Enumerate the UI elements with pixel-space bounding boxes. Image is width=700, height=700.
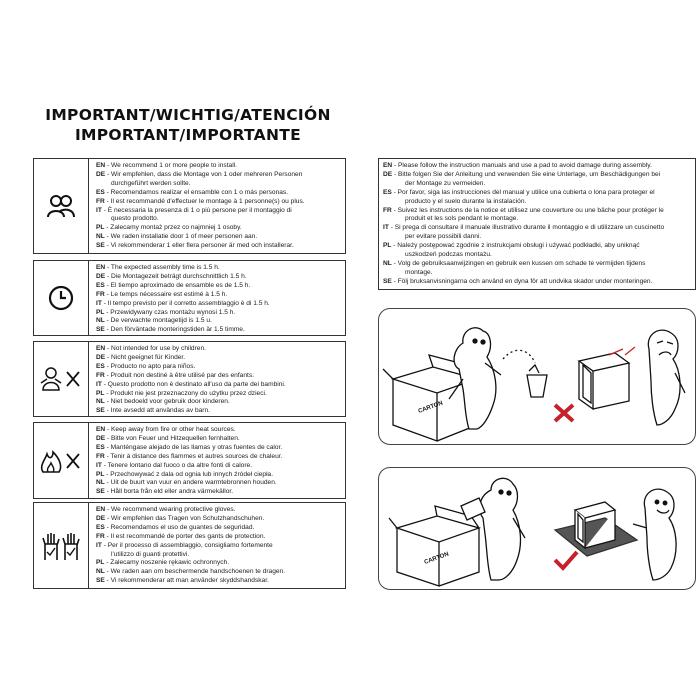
text-line bbox=[96, 363, 341, 372]
line-text: - Il est recommandé de porter des gants de protection. bbox=[104, 532, 266, 540]
text-line bbox=[96, 533, 341, 542]
line-text: - Recomendamos realizar el ensamble con 1 o más personas. bbox=[104, 188, 289, 196]
text-line bbox=[96, 198, 341, 207]
text-line bbox=[96, 326, 341, 335]
line-text: - El tiempo aproximado de ensamble es de 1.5 h. bbox=[104, 281, 251, 289]
language-code: PL bbox=[96, 470, 105, 478]
line-text: - Produit non destiné à être utilisé par des enfants. bbox=[104, 371, 254, 379]
text-line bbox=[96, 426, 341, 435]
language-code: IT bbox=[96, 206, 102, 214]
line-text: - Please follow the instruction manuals and use a pad to avoid damage during assembly. bbox=[392, 162, 652, 169]
language-code: DE bbox=[96, 514, 106, 522]
language-code: NL bbox=[96, 479, 105, 487]
text-line bbox=[96, 317, 341, 326]
section-gloves-text bbox=[96, 506, 341, 586]
line-text: - Die Montagezeit beträgt durchschnittlich 1.5 h. bbox=[105, 272, 247, 280]
line-text: - Si prega di consultare il manuale illustrativo durante il montaggio e di utilizzare un cuscinetto bbox=[388, 224, 665, 232]
line-text: - Manténgase alejado de las llamas y otras fuentes de calor. bbox=[104, 443, 283, 451]
line-text: - Recomendamos el uso de guantes de seguridad. bbox=[104, 523, 255, 531]
text-line bbox=[383, 215, 689, 224]
text-line bbox=[96, 568, 341, 577]
language-code: FR bbox=[96, 290, 105, 298]
line-text: - We recommend wearing protective gloves. bbox=[105, 506, 236, 513]
language-code: IT bbox=[383, 224, 389, 232]
text-line bbox=[96, 577, 341, 586]
text-line bbox=[383, 171, 689, 180]
line-text: - Den förväntade monteringstiden är 1.5 timme. bbox=[104, 326, 245, 334]
text-line bbox=[96, 559, 341, 568]
language-code: NL bbox=[96, 317, 105, 325]
line-text: - We raden installatie door 1 of meer personen aan. bbox=[104, 233, 258, 241]
language-code: FR bbox=[96, 532, 105, 540]
section-time bbox=[33, 260, 346, 336]
text-line bbox=[383, 162, 689, 171]
language-code: FR bbox=[96, 197, 105, 205]
text-line bbox=[383, 269, 689, 278]
text-line bbox=[96, 471, 341, 480]
language-code: NL bbox=[96, 398, 105, 406]
line-text: - Produkt nie jest przeznaczony do użytku przez dzieci. bbox=[104, 389, 267, 397]
line-text: - Tenir à distance des flammes et autres sources de chaleur. bbox=[104, 452, 283, 460]
line-text: - Zalecamy noszenie rękawic ochronnych. bbox=[104, 559, 230, 567]
language-code: DE bbox=[96, 434, 106, 442]
language-code: IT bbox=[96, 461, 102, 469]
text-line bbox=[96, 407, 341, 416]
language-code: ES bbox=[383, 188, 392, 196]
text-line bbox=[96, 291, 341, 300]
illustration-wrong bbox=[378, 308, 696, 445]
text-line bbox=[96, 224, 341, 233]
line-text: - Bitte von Feuer und Hitzequellen fernhalten. bbox=[105, 434, 240, 442]
line-text: - Il est recommandé d'effectuer le montage à 1 personne(s) ou plus. bbox=[104, 197, 305, 205]
line-text: - The expected assembly time is 1.5 h. bbox=[105, 264, 220, 271]
language-code: DE bbox=[96, 170, 106, 178]
assembly-notice-text bbox=[383, 162, 689, 287]
line-text: - Przewidywany czas montażu wynosi 1.5 h. bbox=[104, 308, 236, 316]
text-line bbox=[96, 488, 341, 497]
line-text: questo prodotto. bbox=[111, 215, 159, 223]
language-code: PL bbox=[96, 389, 105, 397]
language-code: SE bbox=[96, 326, 105, 334]
line-text: - Należy postępować zgodnie z instrukcjami obsługi i używać podkładki, aby uniknąć bbox=[391, 242, 640, 250]
text-line bbox=[96, 453, 341, 462]
text-line bbox=[96, 506, 341, 515]
assembly-notice bbox=[378, 158, 696, 290]
language-code: PL bbox=[383, 242, 392, 250]
text-line bbox=[96, 390, 341, 399]
text-line bbox=[96, 398, 341, 407]
text-line bbox=[383, 198, 689, 207]
text-line bbox=[96, 444, 341, 453]
language-code: SE bbox=[96, 577, 105, 585]
language-code: NL bbox=[383, 259, 392, 267]
line-text: producto y el suelo durante la instalación. bbox=[405, 197, 527, 205]
line-text: l'utilizzo di guanti protettivi. bbox=[111, 550, 190, 558]
language-code: DE bbox=[383, 170, 393, 178]
section-people bbox=[33, 158, 346, 254]
line-text: - Il tempo previsto per il corretto assemblaggio è di 1.5 h. bbox=[101, 299, 270, 307]
text-line bbox=[383, 207, 689, 216]
line-text: - Suivez les instructions de la notice et utilisez une couverture ou une bâche pour protéger le bbox=[391, 206, 664, 214]
language-code: EN bbox=[96, 264, 106, 271]
section-people-text bbox=[96, 162, 341, 251]
line-text: - Wir empfehlen das Tragen von Schutzhandschuhen. bbox=[105, 514, 265, 522]
line-text: - We raden aan om beschermende handschoenen te dragen. bbox=[104, 568, 286, 576]
text-line bbox=[383, 251, 689, 260]
language-code: NL bbox=[96, 233, 105, 241]
text-line bbox=[96, 542, 341, 551]
text-line bbox=[383, 233, 689, 242]
line-text: - È necessaria la presenza di 1 o più persone per il montaggio di bbox=[101, 206, 292, 214]
line-text: - Por favor, siga las instrucciones del manual y utilice una cubierta o lona para proteger el bbox=[391, 188, 655, 196]
text-line bbox=[96, 345, 341, 354]
line-text: montage. bbox=[405, 268, 433, 276]
text-line bbox=[96, 282, 341, 291]
line-text: - Keep away from fire or other heat sources. bbox=[105, 426, 236, 433]
text-line bbox=[96, 273, 341, 282]
line-text: per evitare possibili danni. bbox=[405, 233, 482, 241]
language-code: ES bbox=[96, 362, 105, 370]
language-code: NL bbox=[96, 568, 105, 576]
line-text: - Per il processo di assemblaggio, consigliamo fortemente bbox=[101, 541, 273, 549]
correct-assembly-illustration bbox=[379, 468, 696, 590]
language-code: ES bbox=[96, 443, 105, 451]
line-text: - Niet bedoeld voor gebruik door kinderen. bbox=[104, 398, 230, 406]
line-text: durchgeführt werden sollte. bbox=[111, 179, 191, 187]
gloves-icon bbox=[40, 530, 82, 562]
language-code: PL bbox=[96, 308, 105, 316]
language-code: FR bbox=[383, 206, 392, 214]
language-code: IT bbox=[96, 299, 102, 307]
language-code: ES bbox=[96, 281, 105, 289]
text-line bbox=[383, 189, 689, 198]
language-code: DE bbox=[96, 272, 106, 280]
text-line bbox=[96, 354, 341, 363]
line-text: - Producto no apto para niños. bbox=[104, 362, 196, 370]
people-icon bbox=[46, 191, 76, 221]
language-code: IT bbox=[96, 380, 102, 388]
text-line bbox=[96, 180, 341, 189]
language-code: EN bbox=[96, 426, 106, 433]
section-time-text bbox=[96, 264, 341, 335]
text-line bbox=[96, 207, 341, 216]
line-text: - Volg de gebruiksaanwijzingen en gebruik een kussen om schade te vermijden tijdens bbox=[391, 259, 646, 267]
text-line bbox=[96, 189, 341, 198]
language-code: EN bbox=[383, 162, 393, 169]
text-line bbox=[96, 162, 341, 171]
text-line bbox=[96, 242, 341, 251]
no-children-icon bbox=[39, 364, 83, 394]
language-code: ES bbox=[96, 523, 105, 531]
line-text: - Inte avsedd att användas av barn. bbox=[104, 407, 210, 415]
text-line bbox=[96, 551, 341, 560]
language-code: FR bbox=[96, 452, 105, 460]
language-code: SE bbox=[96, 242, 105, 250]
text-line bbox=[96, 524, 341, 533]
text-line bbox=[96, 435, 341, 444]
language-code: SE bbox=[96, 407, 105, 415]
carton-label: CARTON bbox=[417, 400, 444, 415]
language-code: DE bbox=[96, 353, 106, 361]
text-line bbox=[96, 381, 341, 390]
line-text: - Nicht geeignet für Kinder. bbox=[105, 353, 186, 361]
line-text: - De verwachte montagetijd is 1.5 u. bbox=[104, 317, 212, 325]
text-line bbox=[383, 278, 689, 287]
page-subtitle: IMPORTANT/IMPORTANTE bbox=[74, 126, 301, 144]
section-children-text bbox=[96, 345, 341, 416]
text-line bbox=[96, 462, 341, 471]
wrong-assembly-illustration bbox=[379, 309, 696, 445]
line-text: der Montage zu vermeiden. bbox=[405, 179, 486, 187]
line-text: - Vi rekommenderar att man använder skyddshandskar. bbox=[104, 577, 269, 585]
language-code: PL bbox=[96, 224, 105, 232]
language-code: FR bbox=[96, 371, 105, 379]
line-text: - Vi rekommenderar 1 eller flera personer är med och installerar. bbox=[104, 242, 294, 250]
text-line bbox=[96, 264, 341, 273]
text-line bbox=[383, 180, 689, 189]
text-line bbox=[96, 515, 341, 524]
language-code: ES bbox=[96, 188, 105, 196]
section-gloves bbox=[33, 502, 346, 589]
section-fire bbox=[33, 422, 346, 499]
line-text: - Följ bruksanvisningarna och använd en dyna för att undvika skador under monteringen. bbox=[391, 277, 653, 285]
line-text: produit et les sols pendant le montage. bbox=[405, 215, 519, 223]
line-text: - Tenere lontano dal fuoco o da altre fonti di calore. bbox=[101, 461, 253, 469]
line-text: - Uit de buurt van vuur en andere warmtebronnen houden. bbox=[104, 479, 277, 487]
text-line bbox=[96, 372, 341, 381]
language-code: PL bbox=[96, 559, 105, 567]
line-text: - Bitte folgen Sie der Anleitung und verwenden Sie eine Unterlage, um Beschädigungen bei bbox=[392, 170, 661, 178]
line-text: - Wir empfehlen, dass die Montage von 1 oder mehreren Personen bbox=[105, 170, 303, 178]
text-line bbox=[96, 309, 341, 318]
line-text: - Håll borta från eld eller andra värmekällor. bbox=[104, 488, 234, 496]
line-text: uszkodzeń podczas montażu. bbox=[405, 251, 492, 259]
text-line bbox=[96, 171, 341, 180]
section-fire-text bbox=[96, 426, 341, 497]
language-code: EN bbox=[96, 506, 106, 513]
section-children bbox=[33, 341, 346, 417]
language-code: IT bbox=[96, 541, 102, 549]
clock-icon bbox=[47, 284, 75, 312]
language-code: EN bbox=[96, 162, 106, 169]
line-text: - Przechowywać z dala od ognia lub innych źródeł ciepła. bbox=[104, 470, 274, 478]
language-code: SE bbox=[383, 277, 392, 285]
language-code: EN bbox=[96, 345, 106, 352]
line-text: - Not intended for use by children. bbox=[105, 345, 206, 352]
line-text: - We recommend 1 or more people to install. bbox=[105, 162, 237, 169]
carton-label: CARTON bbox=[423, 551, 450, 566]
line-text: - Zalecamy montaż przez co najmniej 1 osoby. bbox=[104, 224, 242, 232]
no-fire-icon bbox=[39, 446, 83, 476]
text-line bbox=[96, 215, 341, 224]
text-line bbox=[96, 233, 341, 242]
page-title: IMPORTANT/WICHTIG/ATENCIÓN bbox=[45, 106, 331, 124]
text-line bbox=[383, 242, 689, 251]
language-code: SE bbox=[96, 488, 105, 496]
text-line bbox=[96, 300, 341, 309]
text-line bbox=[383, 224, 689, 233]
text-line bbox=[383, 260, 689, 269]
line-text: - Le temps nécessaire est estimé à 1.5 h. bbox=[104, 290, 228, 298]
text-line bbox=[96, 479, 341, 488]
illustration-right bbox=[378, 467, 696, 590]
line-text: - Questo prodotto non è destinato all'uso da parte dei bambini. bbox=[101, 380, 286, 388]
